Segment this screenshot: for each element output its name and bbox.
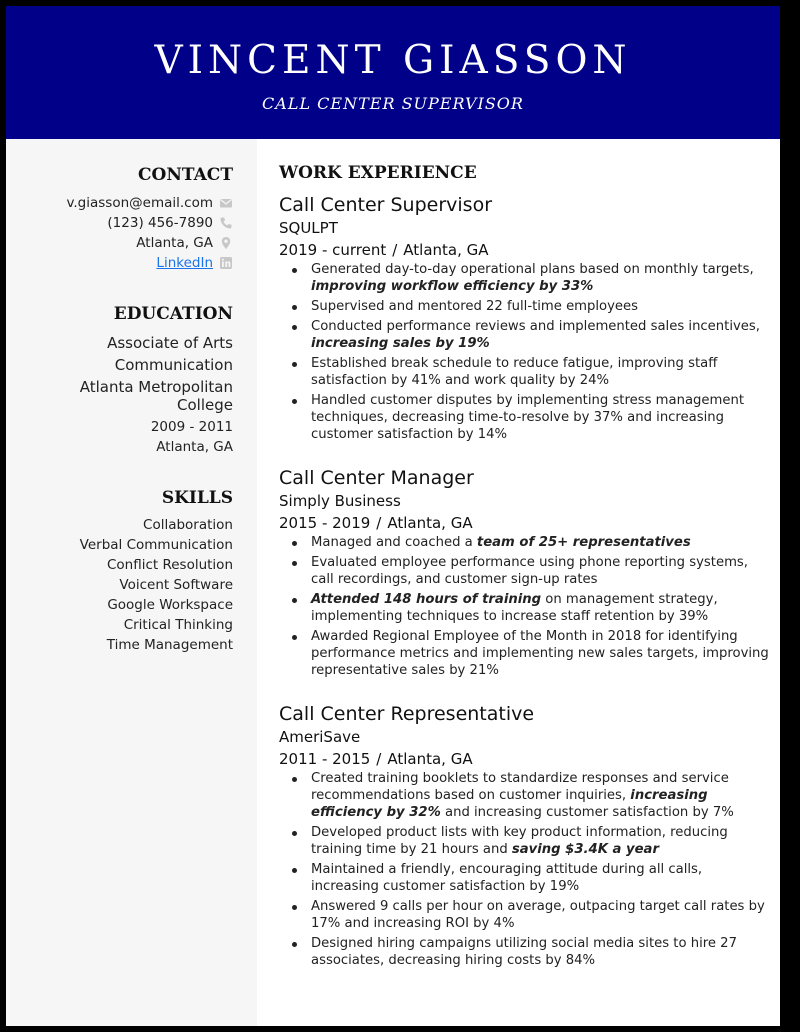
skill-item: Verbal Communication [79, 537, 233, 553]
education-location: Atlanta, GA [156, 439, 233, 455]
skill-item: Time Management [106, 637, 233, 653]
bullet-item: Established break schedule to reduce fatigue, improving staff satisfaction by 41% and work quality by 24% [311, 355, 769, 389]
education-school-line1: Atlanta Metropolitan [79, 378, 233, 396]
bullet-item: Managed and coached a team of 25+ representatives [311, 534, 769, 551]
job-company: Simply Business [279, 492, 401, 510]
bullet-item: Developed product lists with key product information, reducing training time by 21 hours and saving $3.4K a year [311, 824, 769, 858]
skill-item: Conflict Resolution [106, 557, 233, 573]
job-meta [279, 239, 769, 261]
job-location: Atlanta, GA [403, 241, 489, 259]
linkedin-icon [219, 256, 233, 270]
education-degree: Associate of Arts [107, 334, 233, 352]
job-meta [279, 512, 769, 534]
bullet-item: Attended 148 hours of training on management strategy, implementing techniques to increase staff retention by 39% [311, 591, 769, 625]
resume-header [6, 6, 780, 139]
skill-item: Voicent Software [119, 577, 233, 593]
skill-item: Collaboration [143, 517, 233, 533]
job-years: 2019 - current [279, 241, 387, 259]
contact-phone [107, 215, 233, 231]
job-meta-separator: / [376, 514, 382, 532]
map-pin-icon [219, 236, 233, 250]
envelope-icon [219, 196, 233, 210]
job-location: Atlanta, GA [387, 514, 473, 532]
bullet-item: Answered 9 calls per hour on average, outpacing target call rates by 17% and increasing ROI by 4% [311, 898, 769, 932]
phone-icon [219, 216, 233, 230]
email-text: v.giasson@email.com [66, 195, 213, 211]
bullet-item: Generated day-to-day operational plans based on monthly targets, improving workflow efficiency by 33% [311, 261, 769, 295]
contact-heading: CONTACT [138, 165, 233, 185]
job-meta-separator: / [376, 750, 382, 768]
job-years: 2011 - 2015 [279, 750, 371, 768]
job-company: AmeriSave [279, 728, 361, 746]
skill-item: Google Workspace [107, 597, 233, 613]
education-years: 2009 - 2011 [150, 419, 233, 435]
job-entry [279, 466, 769, 682]
job-entry [279, 702, 769, 972]
phone-text: (123) 456-7890 [107, 215, 213, 231]
job-title: Call Center Supervisor [279, 194, 493, 216]
experience-heading: WORK EXPERIENCE [279, 163, 477, 183]
bullet-item: Maintained a friendly, encouraging attitude during all calls, increasing customer satisfaction by 19% [311, 861, 769, 895]
location-text: Atlanta, GA [136, 235, 213, 251]
job-bullets [279, 261, 769, 443]
linkedin-link[interactable]: LinkedIn [156, 255, 213, 271]
contact-email [66, 195, 233, 211]
job-title: Call Center Manager [279, 467, 474, 489]
job-entry [279, 193, 769, 446]
resume-page [6, 6, 780, 1026]
job-company: SQULPT [279, 219, 338, 237]
job-location: Atlanta, GA [387, 750, 473, 768]
contact-linkedin [156, 255, 233, 271]
job-title: Call Center Representative [279, 703, 535, 725]
job-bullets [279, 534, 769, 679]
candidate-title: CALL CENTER SUPERVISOR [262, 94, 524, 113]
bullet-item: Conducted performance reviews and implemented sales incentives, increasing sales by 19% [311, 318, 769, 352]
education-major: Communication [114, 356, 233, 374]
education-school-line2: College [177, 396, 233, 414]
education-heading: EDUCATION [113, 304, 233, 324]
job-bullets [279, 770, 769, 969]
job-years: 2015 - 2019 [279, 514, 371, 532]
bullet-item: Awarded Regional Employee of the Month in 2018 for identifying performance metrics and implementing new sales targets, improving representative sales by 21% [311, 629, 769, 678]
skill-item: Critical Thinking [123, 617, 233, 633]
bullet-item: Supervised and mentored 22 full-time employees [311, 298, 769, 315]
bullet-item: Handled customer disputes by implementing stress management techniques, decreasing time-to-resolve by 37% and increasing customer satisfaction by 14% [311, 392, 769, 443]
bullet-item: Designed hiring campaigns utilizing social media sites to hire 27 associates, decreasing hiring costs by 84% [311, 935, 769, 969]
candidate-name: VINCENT GIASSON [154, 38, 632, 83]
job-meta [279, 748, 769, 770]
bullet-item: Created training booklets to standardize responses and service recommendations based on customer inquiries, increasing efficiency by 32% and increasing customer satisfaction by 7% [311, 770, 769, 821]
skills-heading: SKILLS [161, 488, 233, 508]
sidebar [6, 139, 257, 1026]
job-meta-separator: / [392, 241, 398, 259]
contact-location [136, 235, 233, 251]
bullet-item: Evaluated employee performance using phone reporting systems, call recordings, and customer sign-up rates [311, 554, 769, 588]
